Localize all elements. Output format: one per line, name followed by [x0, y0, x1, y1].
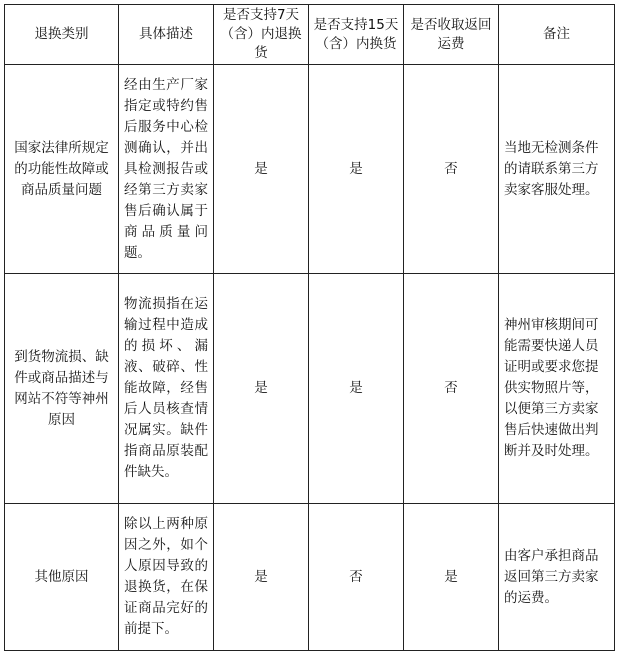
header-note: 备注: [499, 5, 615, 65]
row-return-shipping-fee: 是: [404, 504, 499, 651]
row-note: 当地无检测条件的请联系第三方卖家客服处理。: [499, 65, 615, 274]
row-return-7-days: 是: [214, 274, 309, 504]
header-return-7-days: 是否支持7天（含）内退换货: [214, 5, 309, 65]
header-exchange-15-days: 是否支持15天（含）内换货: [309, 5, 404, 65]
row-exchange-15-days: 是: [309, 65, 404, 274]
table-header-row: [5, 5, 615, 65]
row-description: 物流损指在运输过程中造成的损坏、漏液、破碎、性能故障，经售后人员核查情况属实。缺件指商品原装配件缺失。: [119, 274, 214, 504]
row-exchange-15-days: 否: [309, 504, 404, 651]
row-description: 经由生产厂家指定或特约售后服务中心检测确认，并出具检测报告或经第三方卖家售后确认属于商品质量问题。: [119, 65, 214, 274]
row-category: 国家法律所规定的功能性故障或商品质量问题: [5, 65, 119, 274]
table-row: [5, 274, 615, 504]
row-return-7-days: 是: [214, 65, 309, 274]
table-row: [5, 65, 615, 274]
row-return-shipping-fee: 否: [404, 65, 499, 274]
header-description: 具体描述: [119, 5, 214, 65]
table-row: [5, 504, 615, 651]
row-return-shipping-fee: 否: [404, 274, 499, 504]
row-category: 到货物流损、缺件或商品描述与网站不符等神州原因: [5, 274, 119, 504]
header-category: 退换类别: [5, 5, 119, 65]
row-category: 其他原因: [5, 504, 119, 651]
row-exchange-15-days: 是: [309, 274, 404, 504]
row-note: 神州审核期间可能需要快递人员证明或要求您提供实物照片等，以便第三方卖家售后快速做出判断并及时处理。: [499, 274, 615, 504]
row-note: 由客户承担商品返回第三方卖家的运费。: [499, 504, 615, 651]
row-description: 除以上两种原因之外，如个人原因导致的退换货，在保证商品完好的前提下。: [119, 504, 214, 651]
row-return-7-days: 是: [214, 504, 309, 651]
return-policy-table: [4, 4, 615, 651]
header-return-shipping-fee: 是否收取返回运费: [404, 5, 499, 65]
